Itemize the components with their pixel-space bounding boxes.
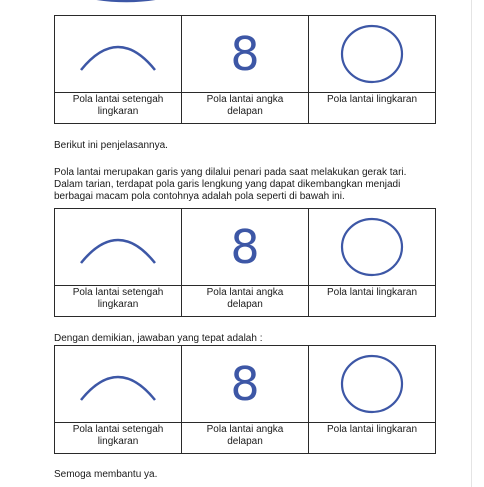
circle-icon (337, 215, 407, 279)
cell-circle (309, 346, 436, 423)
cell-half-circle (55, 346, 182, 423)
closing-text: Semoga membantu ya. (54, 469, 158, 480)
explanation-text: Pola lantai merupakan garis yang dilalui penari pada saat melakukan gerak tari. Dalam tarian, terdapat pola garis lengkung yang dapat dikembangkan menjadi berbagai macam pola contohnya adalah pola seperti di bawah ini. (54, 167, 407, 202)
cell-circle (309, 16, 436, 93)
intro-text: Berikut ini penjelasannya. (54, 140, 168, 151)
cell-figure-eight (182, 209, 309, 286)
floor-pattern-table-1 (54, 15, 436, 124)
cell-figure-eight (182, 346, 309, 423)
figure-eight-icon: 8 (230, 220, 260, 274)
half-circle-arc-icon (73, 364, 163, 404)
caption-figure-eight: Pola lantai angka delapan (182, 93, 309, 124)
cell-half-circle (55, 209, 182, 286)
caption-half-circle: Pola lantai setengah lingkaran (55, 286, 182, 317)
half-circle-arc-icon (73, 34, 163, 74)
cell-circle (309, 209, 436, 286)
caption-figure-eight: Pola lantai angka delapan (182, 423, 309, 454)
figure-eight-icon: 8 (230, 357, 260, 411)
partial-arc-icon (86, 0, 166, 6)
caption-circle: Pola lantai lingkaran (309, 93, 436, 124)
floor-pattern-table-2 (54, 208, 436, 317)
half-circle-arc-icon (73, 227, 163, 267)
caption-circle: Pola lantai lingkaran (309, 286, 436, 317)
caption-figure-eight: Pola lantai angka delapan (182, 286, 309, 317)
caption-circle: Pola lantai lingkaran (309, 423, 436, 454)
cell-figure-eight (182, 16, 309, 93)
figure-eight-icon: 8 (230, 27, 260, 81)
caption-half-circle: Pola lantai setengah lingkaran (55, 423, 182, 454)
cell-half-circle (55, 16, 182, 93)
circle-icon (337, 352, 407, 416)
caption-half-circle: Pola lantai setengah lingkaran (55, 93, 182, 124)
floor-pattern-table-3 (54, 345, 436, 454)
circle-icon (337, 22, 407, 86)
conclusion-text: Dengan demikian, jawaban yang tepat adalah : (54, 333, 263, 344)
